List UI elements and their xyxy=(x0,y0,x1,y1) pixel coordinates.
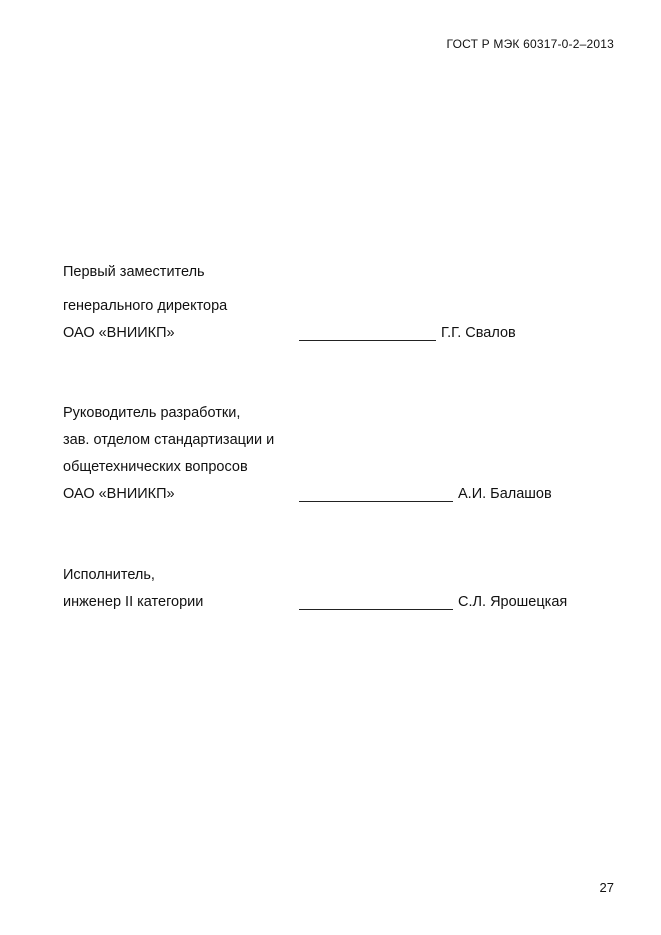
signatory-2-position-line-1: Руководитель разработки, xyxy=(63,405,241,421)
signature-line-2 xyxy=(299,501,453,502)
signatory-2-position-line-2: зав. отделом стандартизации и xyxy=(63,432,275,448)
document-header-code: ГОСТ Р МЭК 60317-0-2–2013 xyxy=(446,37,614,51)
signatory-3-name: С.Л. Ярошецкая xyxy=(458,594,568,610)
signatory-1-position-line-2: генерального директора xyxy=(63,298,228,314)
signatory-1-name: Г.Г. Свалов xyxy=(441,325,516,341)
page-number: 27 xyxy=(599,880,614,895)
signature-line-3 xyxy=(299,609,453,610)
signature-line-1 xyxy=(299,340,436,341)
signatory-1-position-line-1: Первый заместитель xyxy=(63,264,205,280)
signatory-1-organization: ОАО «ВНИИКП» xyxy=(63,325,175,341)
signatory-3-position-line-2: инженер II категории xyxy=(63,594,204,610)
signatory-3-position-line-1: Исполнитель, xyxy=(63,567,155,583)
signatory-2-organization: ОАО «ВНИИКП» xyxy=(63,486,175,502)
signatory-2-name: А.И. Балашов xyxy=(458,486,552,502)
signatory-2-position-line-3: общетехнических вопросов xyxy=(63,459,248,475)
